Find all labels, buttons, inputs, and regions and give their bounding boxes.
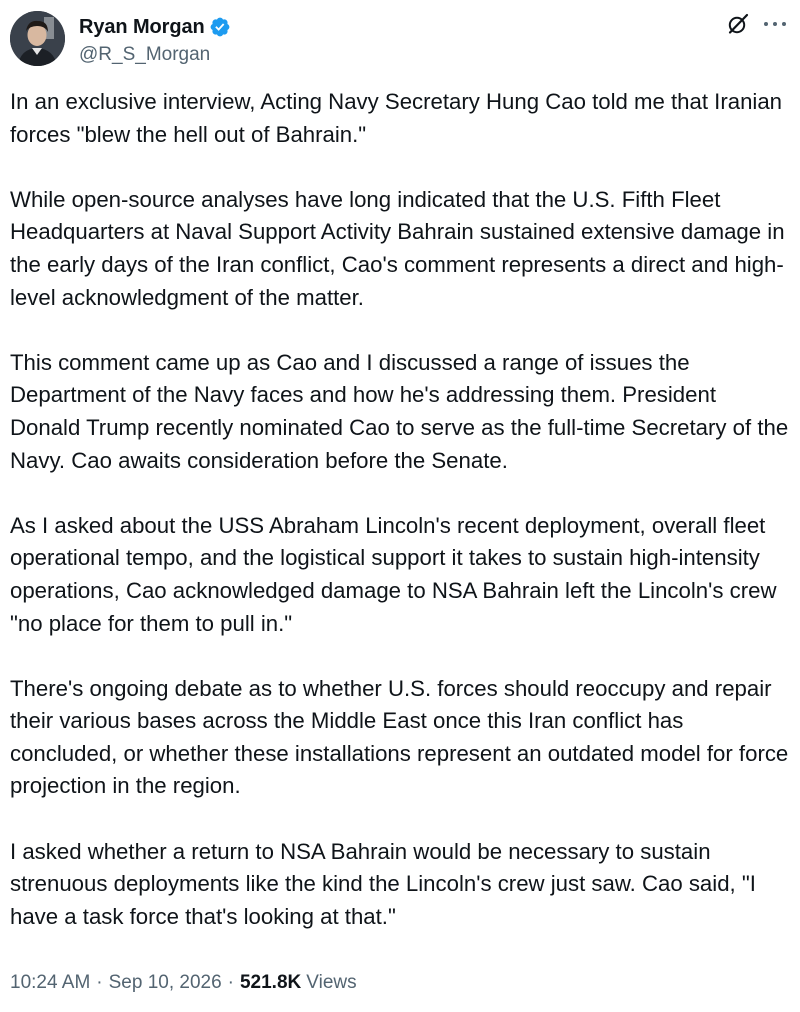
tweet-paragraph: There's ongoing debate as to whether U.S. forces should reoccupy and repair their various bases across the Middle East once this Iran conflict has concluded, or whether these installations represent an outdated model for force projection in the region. [10, 675, 789, 799]
avatar-image [10, 11, 65, 66]
verified-badge-icon[interactable] [209, 16, 231, 38]
grok-icon[interactable] [726, 12, 750, 36]
meta-separator: · [227, 972, 234, 993]
tweet-paragraph: As I asked about the USS Abraham Lincoln's recent deployment, overall fleet operational tempo, and the logistical support it takes to sustain high-intensity operations, Cao acknowledged damage to NSA Bahrain left the Lincoln's crew "no place for them to pull in." [10, 512, 777, 636]
tweet-actions [726, 12, 786, 36]
tweet-date[interactable]: Sep 10, 2026 [108, 972, 222, 993]
avatar[interactable] [10, 11, 65, 66]
tweet-header [10, 10, 786, 70]
tweet-paragraph: I asked whether a return to NSA Bahrain would be necessary to sustain strenuous deployments like the kind the Lincoln's crew just saw. Cao said, "I have a task force that's looking at that." [10, 838, 756, 929]
tweet-paragraph: This comment came up as Cao and I discussed a range of issues the Department of the Navy faces and how he's addressing them. President Donald Trump recently nominated Cao to serve as the full-time Secretary of the Navy. Cao awaits consideration before the Senate. [10, 349, 789, 473]
views-label: Views [306, 972, 357, 993]
author-handle[interactable]: @R_S_Morgan [79, 44, 211, 65]
tweet-paragraph: In an exclusive interview, Acting Navy Secretary Hung Cao told me that Iranian forces "blew the hell out of Bahrain." [10, 89, 783, 147]
views-count: 521.8K [239, 972, 302, 993]
meta-separator: · [96, 972, 103, 993]
tweet-text [10, 86, 792, 933]
tweet-time[interactable]: 10:24 AM [10, 972, 91, 993]
author-names [79, 14, 231, 66]
tweet-paragraph: While open-source analyses have long indicated that the U.S. Fifth Fleet Headquarters at Naval Support Activity Bahrain sustained extensive damage in the early days of the Iran conflict, Cao's comment represents a direct and high-level acknowledgment of the matter. [10, 186, 785, 310]
author-display-name[interactable]: Ryan Morgan [79, 15, 205, 38]
more-icon[interactable] [764, 13, 786, 35]
tweet-meta [10, 972, 357, 994]
